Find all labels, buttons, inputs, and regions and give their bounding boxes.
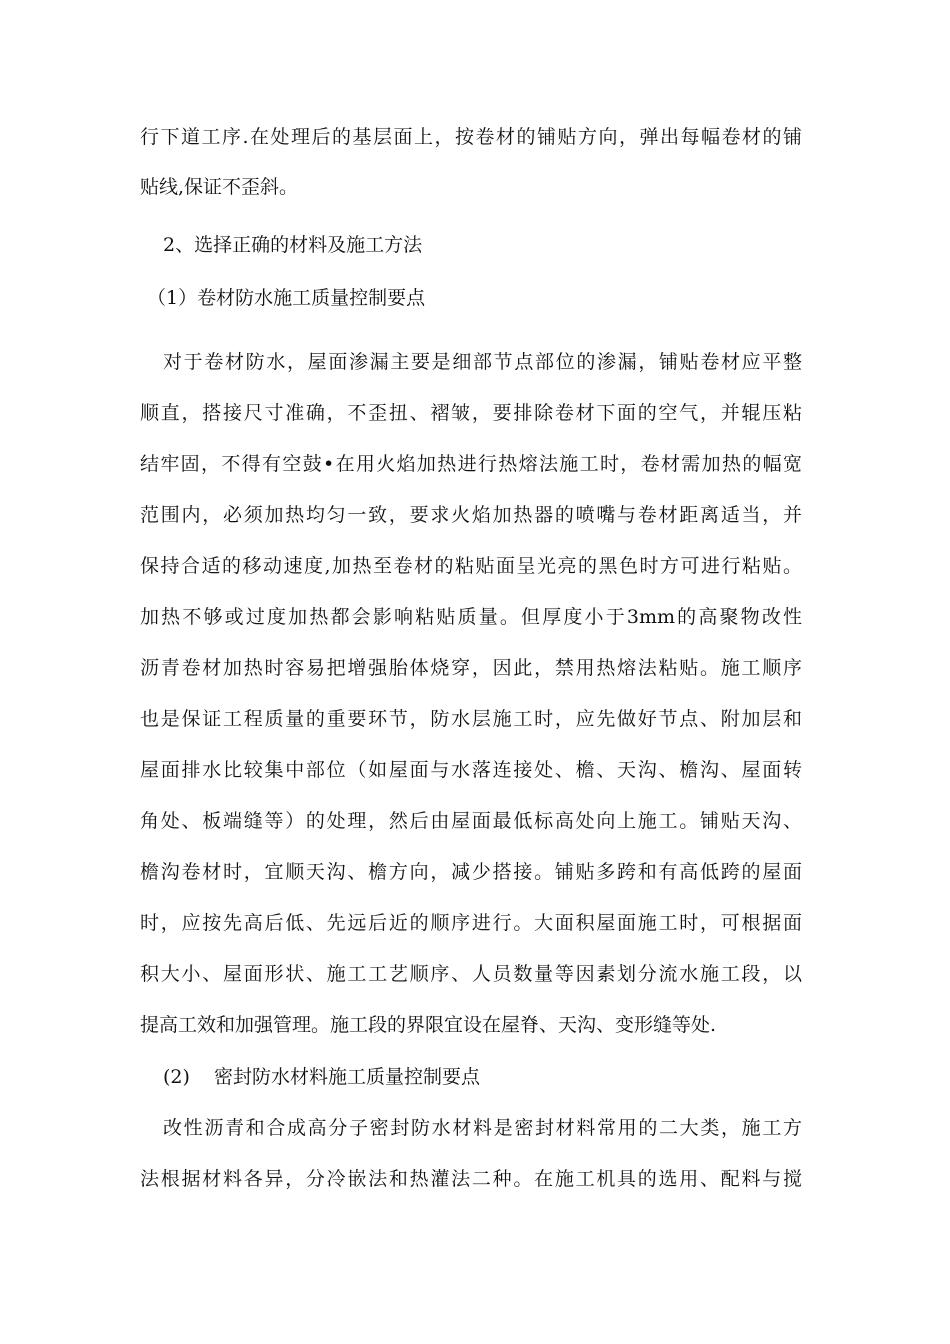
paragraph-2-line: 法根据材料各异，分冷嵌法和热灌法二种。在施工机具的选用、配料与搅 [140,1168,802,1190]
section-heading: 2、选择正确的材料及施工方法 [163,234,423,256]
paragraph-1-line: 积大小、屋面形状、施工工艺顺序、人员数量等因素划分流水施工段，以 [140,963,802,985]
paragraph-1-line: 加热不够或过度加热都会影响粘贴质量。但厚度小于3mm的高聚物改性 [140,606,802,628]
paragraph-1-line: 结牢固，不得有空鼓•在用火焰加热进行热熔法施工时，卷材需加热的幅宽 [140,453,802,475]
paragraph-1-line: 范围内，必须加热均匀一致，要求火焰加热器的喷嘴与卷材距离适当，并 [140,504,802,526]
paragraph-2-line: 改性沥青和合成高分子密封防水材料是密封材料常用的二大类，施工方 [163,1117,802,1139]
intro-line: 贴线,保证不歪斜。 [140,176,299,198]
paragraph-1-line: 保持合适的移动速度,加热至卷材的粘贴面呈光亮的黑色时方可进行粘贴。 [140,555,802,577]
paragraph-1-line: 沥青卷材加热时容易把增强胎体烧穿，因此，禁用热熔法粘贴。施工顺序 [140,657,802,679]
subsection-2-title: 密封防水材料施工质量控制要点 [214,1066,481,1088]
subsection-1-title: （1）卷材防水施工质量控制要点 [147,287,426,309]
paragraph-1-line: 顺直，搭接尺寸准确，不歪扭、褶皱，要排除卷材下面的空气，并辊压粘 [140,402,802,424]
paragraph-1-line: 时，应按先高后低、先远后近的顺序进行。大面积屋面施工时，可根据面 [140,912,802,934]
paragraph-1-line: 也是保证工程质量的重要环节，防水层施工时，应先做好节点、附加层和 [140,708,802,730]
paragraph-1-line: 屋面排水比较集中部位（如屋面与水落连接处、檐、天沟、檐沟、屋面转 [140,759,802,781]
paragraph-1-line: 檐沟卷材时，宜顺天沟、檐方向，减少搭接。铺贴多跨和有高低跨的屋面 [140,861,802,883]
paragraph-1-line: 对于卷材防水，屋面渗漏主要是细部节点部位的渗漏，铺贴卷材应平整 [163,351,802,373]
subsection-2-number: (2) [163,1066,190,1088]
paragraph-1-line: 角处、板端缝等）的处理，然后由屋面最低标高处向上施工。铺贴天沟、 [140,810,802,832]
paragraph-1-line: 提高工效和加强管理。施工段的界限宜设在屋脊、天沟、变形缝等处. [140,1014,717,1036]
intro-line: 行下道工序.在处理后的基层面上，按卷材的铺贴方向，弹出每幅卷材的铺 [140,126,802,148]
